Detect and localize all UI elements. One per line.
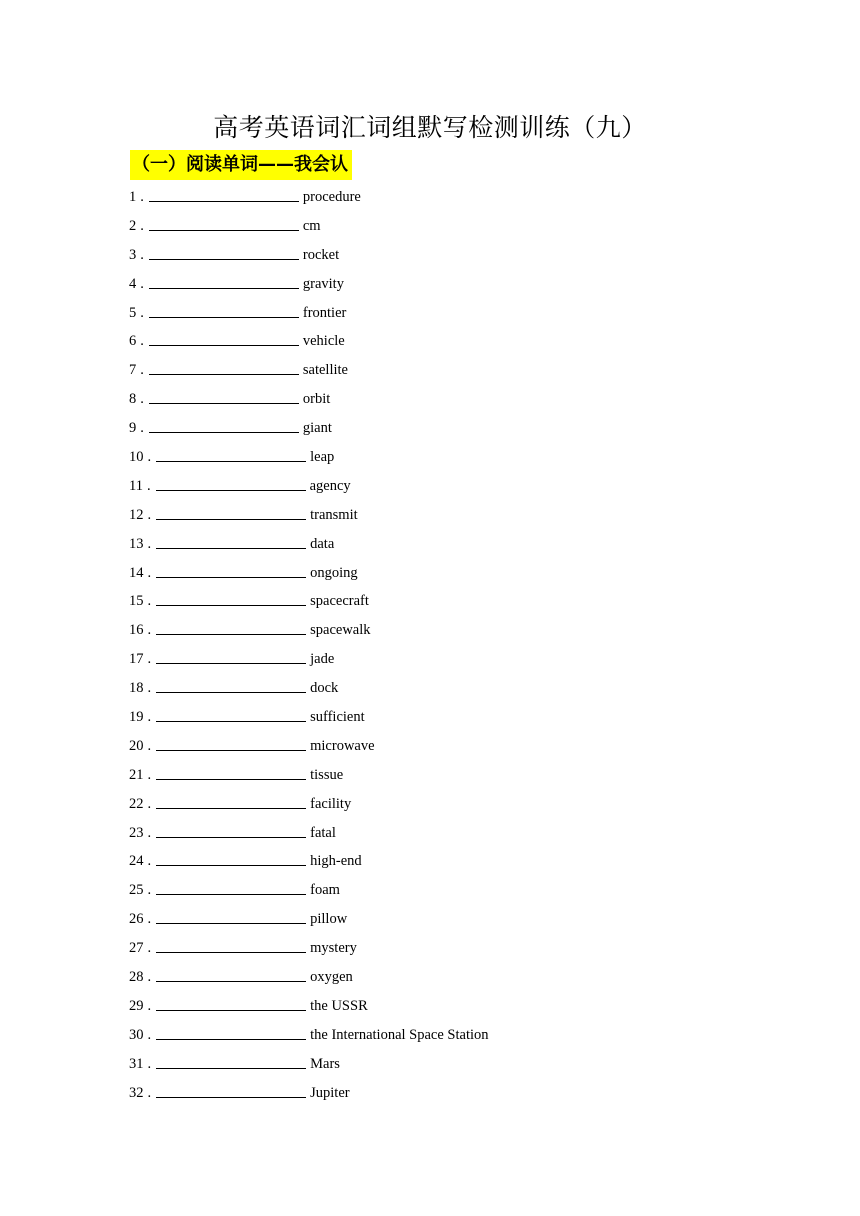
item-number: 6 — [129, 333, 137, 350]
vocabulary-word: microwave — [310, 737, 375, 754]
answer-blank — [149, 389, 299, 404]
vocabulary-word: Jupiter — [310, 1084, 350, 1101]
vocabulary-word: transmit — [310, 506, 358, 523]
item-separator: . — [147, 766, 152, 783]
list-item — [129, 619, 489, 648]
vocabulary-word: ongoing — [310, 564, 358, 581]
item-number: 21 — [129, 766, 144, 783]
vocabulary-word: spacewalk — [310, 622, 371, 639]
vocabulary-word: data — [310, 535, 335, 552]
page-title: 高考英语词汇词组默写检测训练（九） — [213, 113, 647, 142]
vocabulary-word: satellite — [302, 362, 348, 379]
answer-blank — [149, 245, 299, 260]
item-separator: . — [147, 911, 152, 928]
list-item — [129, 879, 489, 908]
answer-blank — [156, 967, 306, 982]
item-number: 13 — [129, 535, 144, 552]
list-item — [129, 966, 489, 995]
item-separator: . — [147, 506, 152, 523]
item-number: 11 — [129, 477, 143, 494]
item-number: 5 — [129, 304, 137, 321]
vocabulary-word: tissue — [310, 766, 344, 783]
item-separator: . — [147, 997, 152, 1014]
answer-blank — [149, 418, 299, 433]
item-separator: . — [147, 622, 152, 639]
item-separator: . — [147, 564, 152, 581]
answer-blank — [156, 678, 306, 693]
item-separator: . — [147, 680, 152, 697]
item-separator: . — [147, 824, 152, 841]
item-separator: . — [147, 449, 152, 466]
vocabulary-word: spacecraft — [310, 593, 369, 610]
answer-blank — [149, 331, 299, 346]
item-separator: . — [140, 420, 144, 437]
vocabulary-word: pillow — [310, 911, 348, 928]
list-item — [129, 677, 489, 706]
answer-blank — [156, 649, 306, 664]
list-item — [129, 475, 489, 504]
item-separator: . — [146, 477, 151, 494]
item-number: 14 — [129, 564, 144, 581]
item-number: 16 — [129, 622, 144, 639]
answer-blank — [149, 274, 299, 289]
item-number: 24 — [129, 853, 144, 870]
item-number: 26 — [129, 911, 144, 928]
list-item — [129, 273, 489, 302]
item-separator: . — [147, 651, 152, 668]
item-separator: . — [140, 246, 144, 263]
answer-blank — [156, 534, 306, 549]
vocabulary-word: facility — [310, 795, 352, 812]
vocabulary-word: fatal — [310, 824, 336, 841]
list-item — [129, 1053, 489, 1082]
answer-blank — [156, 1083, 306, 1098]
list-item — [129, 446, 489, 475]
answer-blank — [156, 880, 306, 895]
list-item — [129, 359, 489, 388]
item-separator: . — [147, 882, 152, 899]
item-separator: . — [147, 709, 152, 726]
vocabulary-word: sufficient — [310, 709, 365, 726]
item-number: 12 — [129, 506, 144, 523]
item-number: 23 — [129, 824, 144, 841]
list-item — [129, 417, 489, 446]
list-item — [129, 822, 489, 851]
item-number: 15 — [129, 593, 144, 610]
list-item — [129, 850, 489, 879]
answer-blank — [156, 563, 306, 578]
item-separator: . — [140, 362, 144, 379]
answer-blank — [156, 620, 306, 635]
answer-blank — [156, 765, 306, 780]
item-number: 18 — [129, 680, 144, 697]
answer-blank — [156, 736, 306, 751]
list-item — [129, 1082, 489, 1111]
list-item — [129, 186, 489, 215]
item-number: 25 — [129, 882, 144, 899]
list-item — [129, 735, 489, 764]
item-number: 17 — [129, 651, 144, 668]
item-number: 1 — [129, 189, 137, 205]
item-separator: . — [140, 391, 144, 408]
answer-blank — [149, 360, 299, 375]
answer-blank — [156, 707, 306, 722]
list-item — [129, 764, 489, 793]
item-separator: . — [147, 853, 152, 870]
list-item — [129, 590, 489, 619]
item-separator: . — [147, 737, 152, 754]
answer-blank — [156, 1025, 306, 1040]
item-separator: . — [147, 593, 152, 610]
item-number: 7 — [129, 362, 137, 379]
vocabulary-word: procedure — [302, 189, 361, 205]
vocabulary-word: mystery — [310, 940, 357, 957]
item-number: 2 — [129, 217, 137, 234]
answer-blank — [156, 794, 306, 809]
answer-blank — [156, 591, 306, 606]
answer-blank — [156, 447, 306, 462]
vocabulary-word: gravity — [302, 275, 344, 292]
answer-blank — [149, 303, 299, 318]
list-item — [129, 533, 489, 562]
answer-blank — [149, 187, 299, 202]
vocabulary-word: dock — [310, 680, 339, 697]
item-number: 27 — [129, 940, 144, 957]
answer-blank — [156, 476, 306, 491]
vocabulary-word: rocket — [302, 246, 340, 263]
item-number: 10 — [129, 449, 144, 466]
list-item — [129, 648, 489, 677]
list-item — [129, 562, 489, 591]
list-item — [129, 706, 489, 735]
item-number: 19 — [129, 709, 144, 726]
vocabulary-word: vehicle — [302, 333, 345, 350]
item-separator: . — [140, 333, 144, 350]
vocabulary-word: the USSR — [310, 997, 368, 1014]
item-separator: . — [147, 1055, 152, 1072]
item-separator: . — [147, 940, 152, 957]
vocabulary-word: frontier — [302, 304, 347, 321]
list-item — [129, 388, 489, 417]
vocabulary-word: cm — [302, 217, 321, 234]
item-separator: . — [147, 1026, 152, 1043]
answer-blank — [149, 216, 299, 231]
list-item — [129, 937, 489, 966]
list-item — [129, 302, 489, 331]
item-separator: . — [140, 275, 144, 292]
vocabulary-word: high-end — [310, 853, 362, 870]
answer-blank — [156, 823, 306, 838]
item-number: 4 — [129, 275, 137, 292]
item-number: 30 — [129, 1026, 144, 1043]
item-separator: . — [140, 217, 144, 234]
list-item — [129, 908, 489, 937]
item-number: 31 — [129, 1055, 144, 1072]
list-item — [129, 244, 489, 273]
answer-blank — [156, 909, 306, 924]
answer-blank — [156, 505, 306, 520]
vocabulary-word: giant — [302, 420, 332, 437]
vocabulary-word: leap — [310, 449, 335, 466]
answer-blank — [156, 938, 306, 953]
vocabulary-word: orbit — [302, 391, 331, 408]
answer-blank — [156, 851, 306, 866]
list-item — [129, 215, 489, 244]
item-separator: . — [147, 1084, 152, 1101]
vocabulary-list — [129, 186, 489, 1111]
vocabulary-word: the International Space Station — [310, 1026, 489, 1043]
list-item — [129, 1024, 489, 1053]
item-number: 20 — [129, 737, 144, 754]
item-separator: . — [140, 189, 144, 205]
vocabulary-word: jade — [310, 651, 335, 668]
item-separator: . — [147, 795, 152, 812]
list-item — [129, 995, 489, 1024]
list-item — [129, 504, 489, 533]
item-number: 8 — [129, 391, 137, 408]
item-separator: . — [147, 535, 152, 552]
section-heading: （一）阅读单词——我会认 — [130, 150, 352, 180]
item-number: 9 — [129, 420, 137, 437]
vocabulary-word: agency — [309, 477, 351, 494]
item-number: 28 — [129, 969, 144, 986]
item-number: 32 — [129, 1084, 144, 1101]
item-number: 3 — [129, 246, 137, 263]
item-number: 29 — [129, 997, 144, 1014]
list-item — [129, 330, 489, 359]
list-item — [129, 793, 489, 822]
vocabulary-word: oxygen — [310, 969, 353, 986]
answer-blank — [156, 996, 306, 1011]
answer-blank — [156, 1054, 306, 1069]
vocabulary-word: foam — [310, 882, 340, 899]
vocabulary-word: Mars — [310, 1055, 340, 1072]
item-number: 22 — [129, 795, 144, 812]
item-separator: . — [147, 969, 152, 986]
item-separator: . — [140, 304, 144, 321]
